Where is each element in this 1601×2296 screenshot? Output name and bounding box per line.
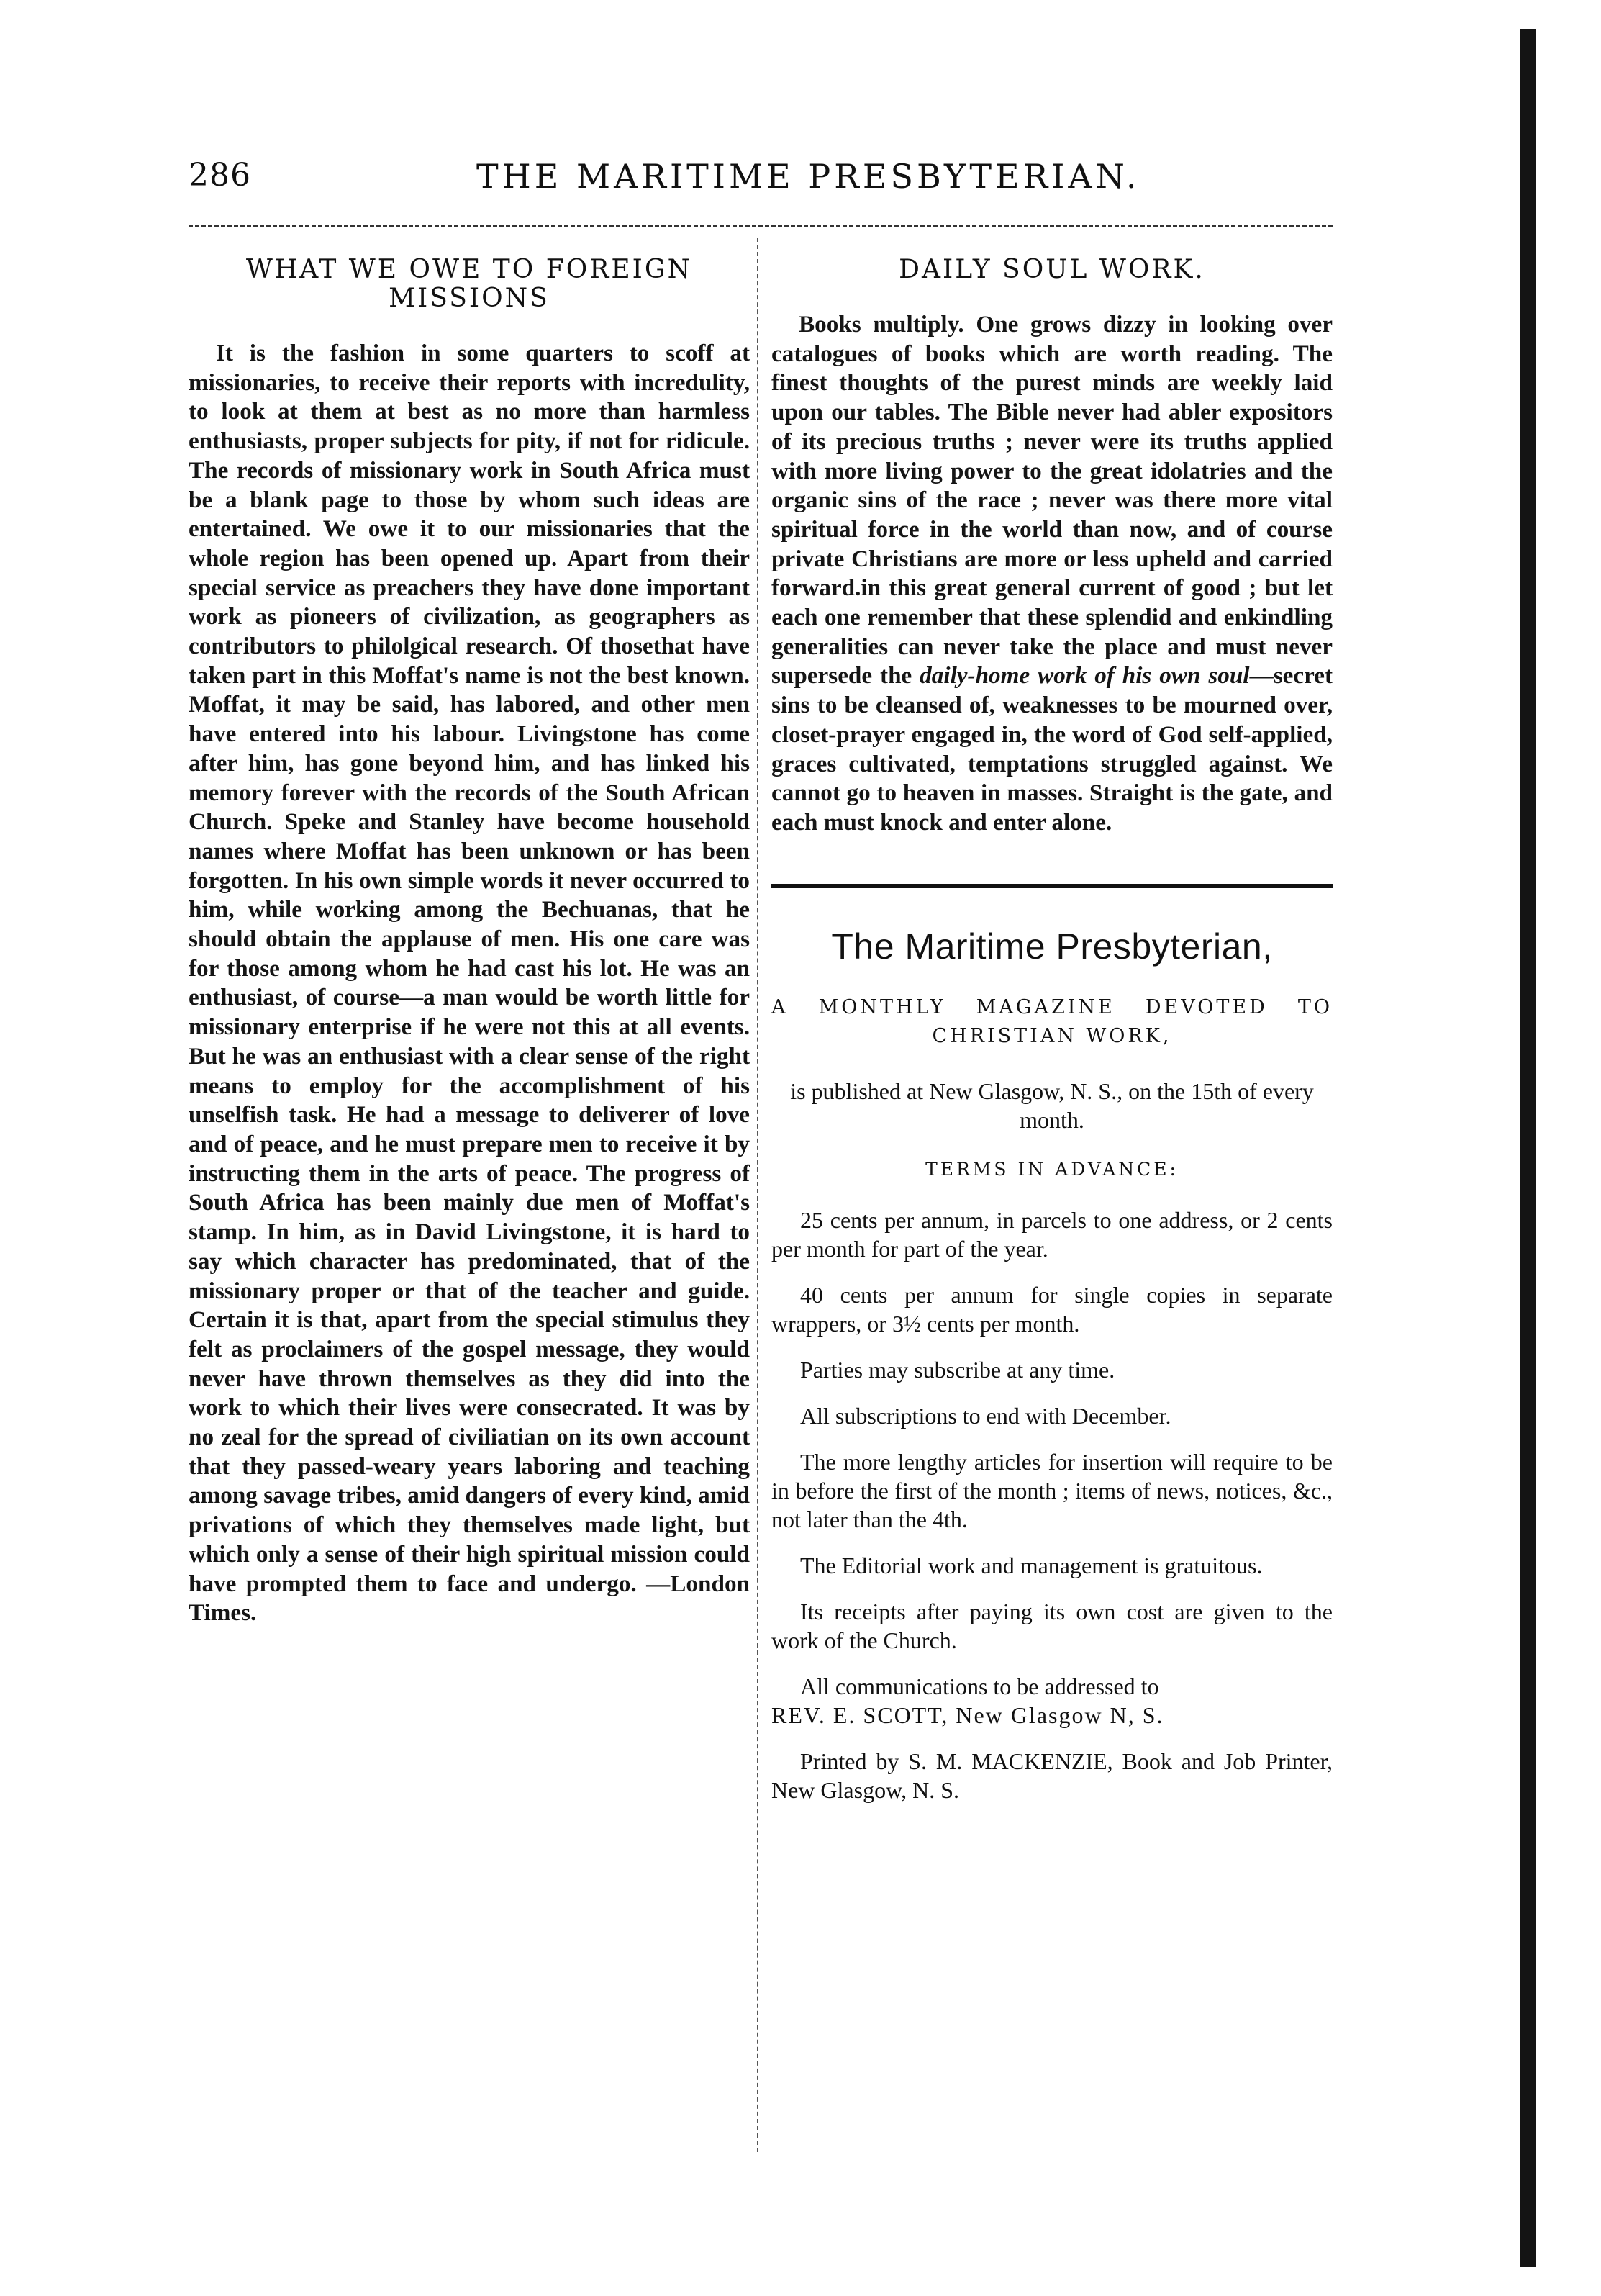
running-head bbox=[189, 157, 1333, 200]
magazine-subtitle-line1: A MONTHLY MAGAZINE DEVOTED TO bbox=[771, 995, 1333, 1018]
section-rule bbox=[771, 884, 1333, 888]
running-title: THE MARITIME PRESBYTERIAN. bbox=[476, 157, 1140, 196]
body-text-part1: Books multiply. One grows dizzy in looking over catalogues of books which are worth reading. The finest thoughts of the purest minds are weekly laid upon our tables. The Bible never had abler expositors of its precious truths ; never were its truths applied with more living power to the great idolatries and the organic sins of the race ; never was there more vital spiritual force in the world than now, and of course private Christians are more or less upheld and carried forward.in this great general current of good ; but let each one remember that these splendid and enkindling generalities can never take the place and must never supersede the bbox=[771, 311, 1333, 690]
terms-heading: TERMS IN ADVANCE: bbox=[925, 1158, 1179, 1180]
article-title-daily-soul-work: DAILY SOUL WORK. bbox=[899, 255, 1205, 284]
magazine-title: The Maritime Presbyterian, bbox=[831, 926, 1273, 967]
term-item: The more lengthy articles for insertion will require to be in before the first of the month ; items of news, notices, &c., not later than the 4th. bbox=[771, 1448, 1333, 1532]
article-body-foreign-missions: It is the fashion in some quarters to scoff at missionaries, to receive their reports with incredulity, to look at them at best as no more than harmless enthusiasts, proper subjects for pity, if not for ridicule. The records of missionary work in South Africa must be a blank page to those by whom such ideas are entertained. We owe it to our missionaries that the whole region has been opened up. Apart from their special service as preachers they have done important work as pioneers of civilization, as geographers as contributors to philolgical research. Of thosethat have taken part in this Moffat's name is not the best known. Moffat, it may be said, has labored, and other men have entered into his labour. Livingstone has come after him, has gone beyond him, and has linked his memory forever with the records of the South African Church. Speke and Stanley have become household names where Moffat has been unknown or has been forgotten. In his own simple words it never occurred to him, while working among the Bechuanas, that he should obtain the applause of men. His one care was for those among whom he had cast his lot. He was an enthusiast, of course—a man would be worth little for missionary enterprise if he were not this at all events. But he was an enthusiast with a clear sense of the right means to employ for the accomplishment of his unselfish task. He had a message to deliverer of love and of peace, and he must prepare men to receive it by instructing them in the arts of peace. The progress of South Africa has been mainly due men of Moffat's stamp. In him, as in David Livingstone, it is hard to say which character has predominated, that of the missionary proper or that of the teacher and guide. Certain it is that, apart from the special stimulus they felt as proclaimers of the gospel message, they would never have thrown themselves as they did into the work to which their lives were consecrated. It was by no zeal for the spread of civiliatian on its own account that they passed-weary years laboring and teaching among savage tribes, amid dangers of every kind, amid privations of which they themselves made light, but which only a sense of their high spiritual mission could have prompted them to face and undergo. —London Times. bbox=[189, 340, 750, 1627]
address-lead: All communications to be addressed to bbox=[800, 1673, 1159, 1699]
term-item: The Editorial work and management is gratuitous. bbox=[800, 1552, 1263, 1578]
term-item: Its receipts after paying its own cost are given to the work of the Church. bbox=[771, 1598, 1333, 1653]
publication-info: is published at New Glasgow, N. S., on the 15th of every month. bbox=[790, 1077, 1314, 1133]
article-title-foreign-missions: WHAT WE OWE TO FOREIGN MISSIONS bbox=[245, 255, 693, 313]
term-item: All subscriptions to end with December. bbox=[800, 1402, 1171, 1429]
term-item: 40 cents per annum for single copies in separate wrappers, or 3½ cents per month. bbox=[771, 1281, 1333, 1337]
body-text-italic: daily-home work of his own soul bbox=[920, 662, 1250, 690]
printer-credit: Printed by S. M. MACKENZIE, Book and Job Printer, New Glasgow, N. S. bbox=[771, 1748, 1333, 1803]
body-text-part2: —secret sins to be cleansed of, weaknesses to be mourned over, closet-prayer engaged in, the word of God self-applied, graces cultivated, temptations struggled against. We cannot go to heaven in masses. Straight is the gate, and each must knock and enter alone. bbox=[771, 662, 1333, 836]
address-name: REV. E. SCOTT, New Glasgow N, S. bbox=[771, 1701, 1164, 1728]
column-divider bbox=[757, 238, 758, 2152]
article-body-daily-soul-work bbox=[771, 310, 1333, 838]
right-column bbox=[771, 256, 1333, 1822]
publication-notice bbox=[771, 926, 1333, 1804]
term-item: Parties may subscribe at any time. bbox=[800, 1356, 1115, 1383]
term-item: 25 cents per annum, in parcels to one address, or 2 cents per month for part of the year. bbox=[771, 1206, 1333, 1262]
page-number: 286 bbox=[189, 157, 251, 194]
magazine-subtitle-line2: CHRISTIAN WORK, bbox=[932, 1024, 1172, 1047]
page-edge-bar bbox=[1520, 29, 1536, 2267]
left-column bbox=[189, 256, 750, 1628]
address-line bbox=[771, 1672, 1333, 1730]
header-rule bbox=[189, 225, 1333, 227]
